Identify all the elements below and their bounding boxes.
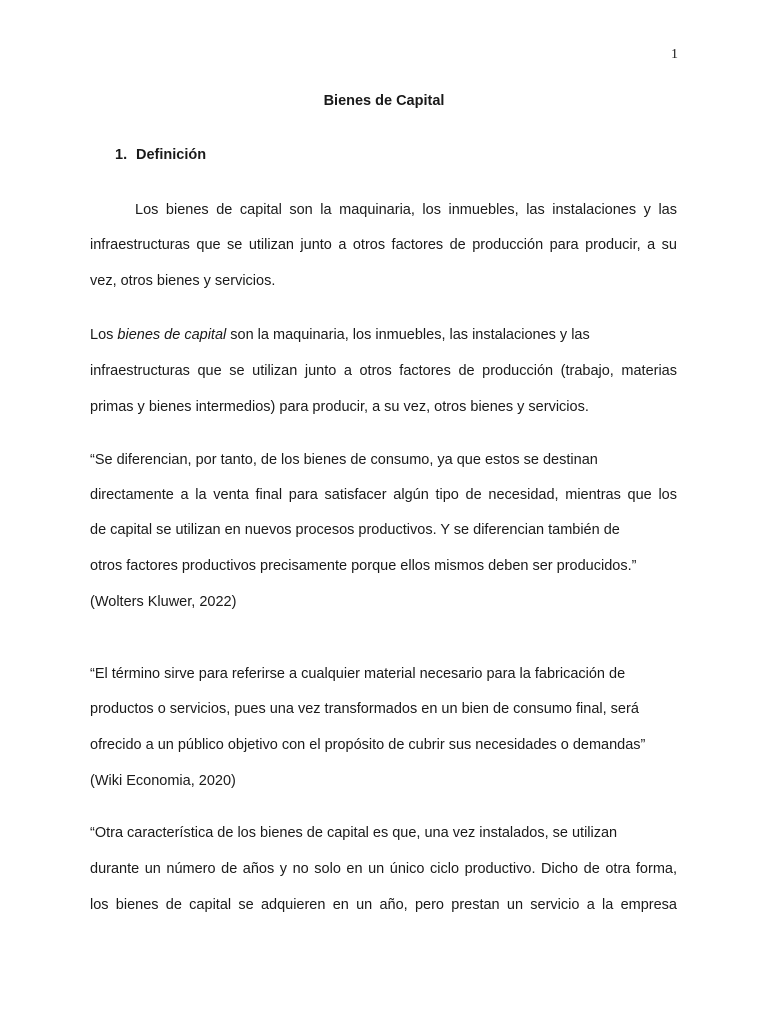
document-title: Bienes de Capital xyxy=(323,93,445,109)
quote-2-line-3: ofrecido a un público objetivo con el propósito de cubrir sus necesidades o demandas” xyxy=(90,737,646,753)
quote-1-line-3: de capital se utilizan en nuevos procesos productivos. Y se diferencian también de xyxy=(90,522,620,538)
paragraph-2-line-2: infraestructuras que se utilizan junto a otros factores de producción (trabajo, materias xyxy=(90,363,677,379)
quote-3-line-3: los bienes de capital se adquieren en un año, pero prestan un servicio a la empresa xyxy=(90,897,677,913)
quote-1-line-2: directamente a la venta final para satisfacer algún tipo de necesidad, mientras que los xyxy=(90,487,677,503)
paragraph-1-line-3: vez, otros bienes y servicios. xyxy=(90,273,276,289)
page-number: 1 xyxy=(671,47,678,62)
paragraph-2-text-before: Los xyxy=(90,327,118,343)
quote-1-line-4: otros factores productivos precisamente porque ellos mismos deben ser producidos.” xyxy=(90,558,637,574)
section-title: Definición xyxy=(136,147,207,163)
quote-3-line-2: durante un número de años y no solo en un único ciclo productivo. Dicho de otra forma, xyxy=(90,861,677,877)
quote-2-line-1: “El término sirve para referirse a cualquier material necesario para la fabricación de xyxy=(90,666,626,682)
section-number: 1. xyxy=(115,147,128,163)
paragraph-2-line-1 xyxy=(90,325,590,345)
section-heading xyxy=(115,147,206,163)
quote-1-line-1: “Se diferencian, por tanto, de los bienes de consumo, ya que estos se destinan xyxy=(90,452,598,468)
quote-3-line-1: “Otra característica de los bienes de capital es que, una vez instalados, se utilizan xyxy=(90,825,618,841)
quote-2-line-2: productos o servicios, pues una vez transformados en un bien de consumo final, será xyxy=(90,701,639,717)
paragraph-1-line-1: Los bienes de capital son la maquinaria, los inmuebles, las instalaciones y las xyxy=(135,202,677,218)
quote-2-citation: (Wiki Economia, 2020) xyxy=(90,773,236,789)
quote-1-citation: (Wolters Kluwer, 2022) xyxy=(90,594,237,610)
paragraph-2-line-3: primas y bienes intermedios) para producir, a su vez, otros bienes y servicios. xyxy=(90,399,589,415)
paragraph-2-italic-term: bienes de capital xyxy=(117,327,227,343)
paragraph-2-text-after: son la maquinaria, los inmuebles, las instalaciones y las xyxy=(226,327,590,343)
paragraph-1-line-2: infraestructuras que se utilizan junto a otros factores de producción para producir, a su xyxy=(90,237,677,253)
